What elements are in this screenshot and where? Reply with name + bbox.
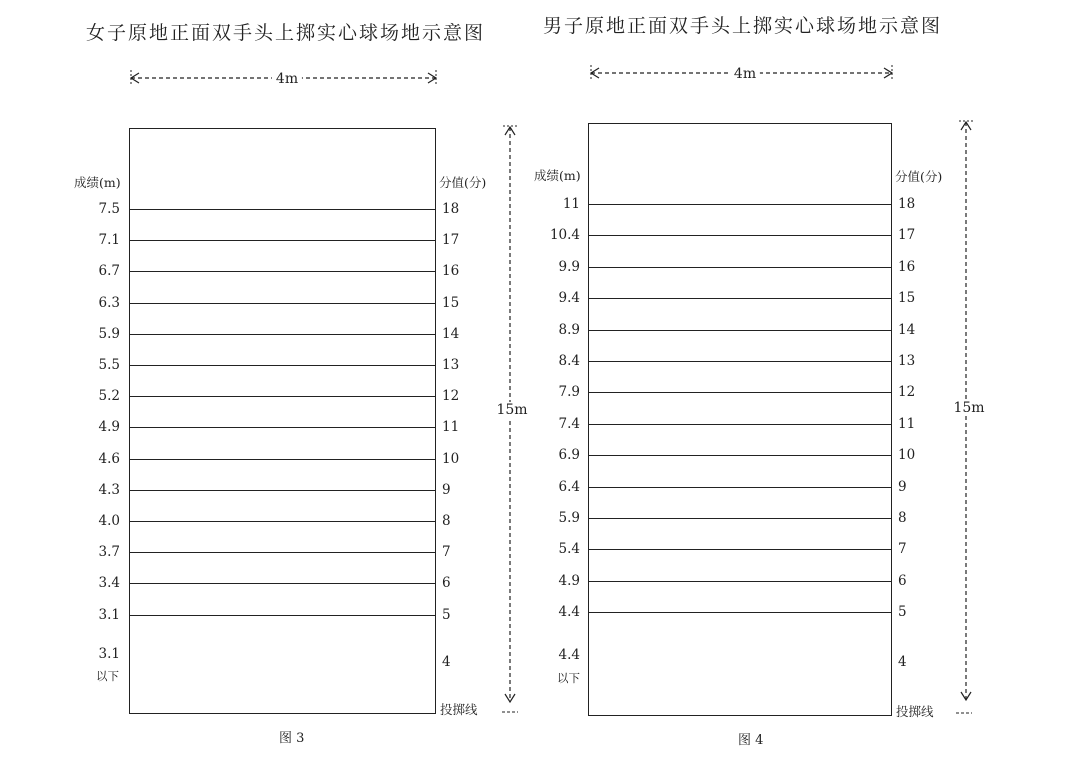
score-label: 6.9 — [558, 447, 580, 463]
score-line — [588, 612, 892, 613]
score-line — [129, 209, 436, 210]
score-label: 7.1 — [98, 232, 120, 248]
points-label: 8 — [898, 510, 907, 526]
points-label: 7 — [898, 541, 907, 557]
figure-caption: 图 3 — [279, 731, 305, 746]
points-label: 15 — [898, 290, 916, 306]
score-label: 4.3 — [98, 482, 120, 498]
score-line — [588, 330, 892, 331]
score-label: 6.7 — [98, 263, 120, 279]
points-label: 16 — [442, 263, 460, 279]
points-label: 12 — [442, 388, 460, 404]
points-label: 7 — [442, 544, 451, 560]
score-line — [129, 365, 436, 366]
points-label: 6 — [898, 573, 907, 589]
throw-line-label: 投掷线 — [896, 704, 934, 719]
score-line — [129, 552, 436, 553]
score-line — [588, 455, 892, 456]
length-label: 15m — [949, 400, 988, 416]
score-label: 6.3 — [98, 295, 120, 311]
score-line — [129, 490, 436, 491]
score-line — [129, 303, 436, 304]
score-line — [129, 240, 436, 241]
score-label: 3.4 — [98, 575, 120, 591]
figure-caption: 图 4 — [738, 733, 764, 748]
throwing-field — [129, 128, 436, 714]
score-label: 6.4 — [558, 479, 580, 495]
points-label: 15 — [442, 295, 460, 311]
bottom-score: 3.1 — [98, 646, 120, 662]
bottom-sub-label: 以下 — [96, 669, 119, 683]
score-label: 5.2 — [98, 388, 120, 404]
score-line — [129, 615, 436, 616]
score-line — [588, 549, 892, 550]
score-label: 4.0 — [98, 513, 120, 529]
score-line — [129, 334, 436, 335]
score-label: 11 — [562, 196, 580, 212]
points-label: 14 — [442, 326, 460, 342]
score-line — [588, 518, 892, 519]
score-label: 9.9 — [558, 259, 580, 275]
score-label: 7.9 — [558, 384, 580, 400]
points-label: 5 — [442, 607, 451, 623]
points-label: 9 — [442, 482, 451, 498]
score-line — [129, 271, 436, 272]
bottom-sub-label: 以下 — [557, 671, 580, 685]
throwing-field — [588, 123, 892, 716]
score-line — [129, 459, 436, 460]
points-label: 12 — [898, 384, 916, 400]
points-label: 14 — [898, 322, 916, 338]
score-label: 4.6 — [98, 451, 120, 467]
points-label: 18 — [442, 201, 460, 217]
points-label: 17 — [442, 232, 460, 248]
diagram-title: 女子原地正面双手头上掷实心球场地示意图 — [86, 22, 486, 44]
score-line — [588, 424, 892, 425]
score-line — [129, 396, 436, 397]
score-label: 3.7 — [98, 544, 120, 560]
score-line — [129, 521, 436, 522]
bottom-score: 4.4 — [558, 647, 580, 663]
score-line — [588, 204, 892, 205]
length-label: 15m — [492, 402, 531, 418]
score-label: 7.5 — [98, 201, 120, 217]
points-label: 18 — [898, 196, 916, 212]
score-line — [588, 361, 892, 362]
points-label: 5 — [898, 604, 907, 620]
score-label: 10.4 — [549, 227, 580, 243]
score-label: 3.1 — [98, 607, 120, 623]
points-label: 13 — [898, 353, 916, 369]
score-label: 5.9 — [558, 510, 580, 526]
points-label: 10 — [442, 451, 460, 467]
score-line — [588, 392, 892, 393]
score-label: 4.9 — [98, 419, 120, 435]
points-label: 9 — [898, 479, 907, 495]
points-label: 6 — [442, 575, 451, 591]
score-line — [588, 267, 892, 268]
points-header: 分值(分) — [895, 169, 943, 184]
throw-line-label: 投掷线 — [440, 702, 478, 717]
width-label: 4m — [272, 71, 302, 87]
score-header: 成绩(m) — [74, 175, 121, 190]
points-label: 16 — [898, 259, 916, 275]
score-label: 5.9 — [98, 326, 120, 342]
score-label: 5.4 — [558, 541, 580, 557]
score-label: 4.9 — [558, 573, 580, 589]
points-label: 11 — [898, 416, 916, 432]
points-header: 分值(分) — [439, 175, 487, 190]
score-line — [588, 235, 892, 236]
bottom-points: 4 — [442, 654, 451, 670]
diagram-title: 男子原地正面双手头上掷实心球场地示意图 — [543, 15, 943, 37]
points-label: 8 — [442, 513, 451, 529]
score-label: 7.4 — [558, 416, 580, 432]
score-line — [129, 583, 436, 584]
score-label: 8.9 — [558, 322, 580, 338]
score-label: 5.5 — [98, 357, 120, 373]
men-field-diagram — [534, 0, 1080, 761]
points-label: 11 — [442, 419, 460, 435]
score-label: 9.4 — [558, 290, 580, 306]
bottom-points: 4 — [898, 654, 907, 670]
score-line — [588, 581, 892, 582]
points-label: 17 — [898, 227, 916, 243]
score-label: 4.4 — [558, 604, 580, 620]
points-label: 10 — [898, 447, 916, 463]
points-label: 13 — [442, 357, 460, 373]
width-label: 4m — [730, 66, 760, 82]
score-label: 8.4 — [558, 353, 580, 369]
score-line — [588, 487, 892, 488]
score-line — [588, 298, 892, 299]
score-header: 成绩(m) — [534, 168, 581, 183]
score-line — [129, 427, 436, 428]
